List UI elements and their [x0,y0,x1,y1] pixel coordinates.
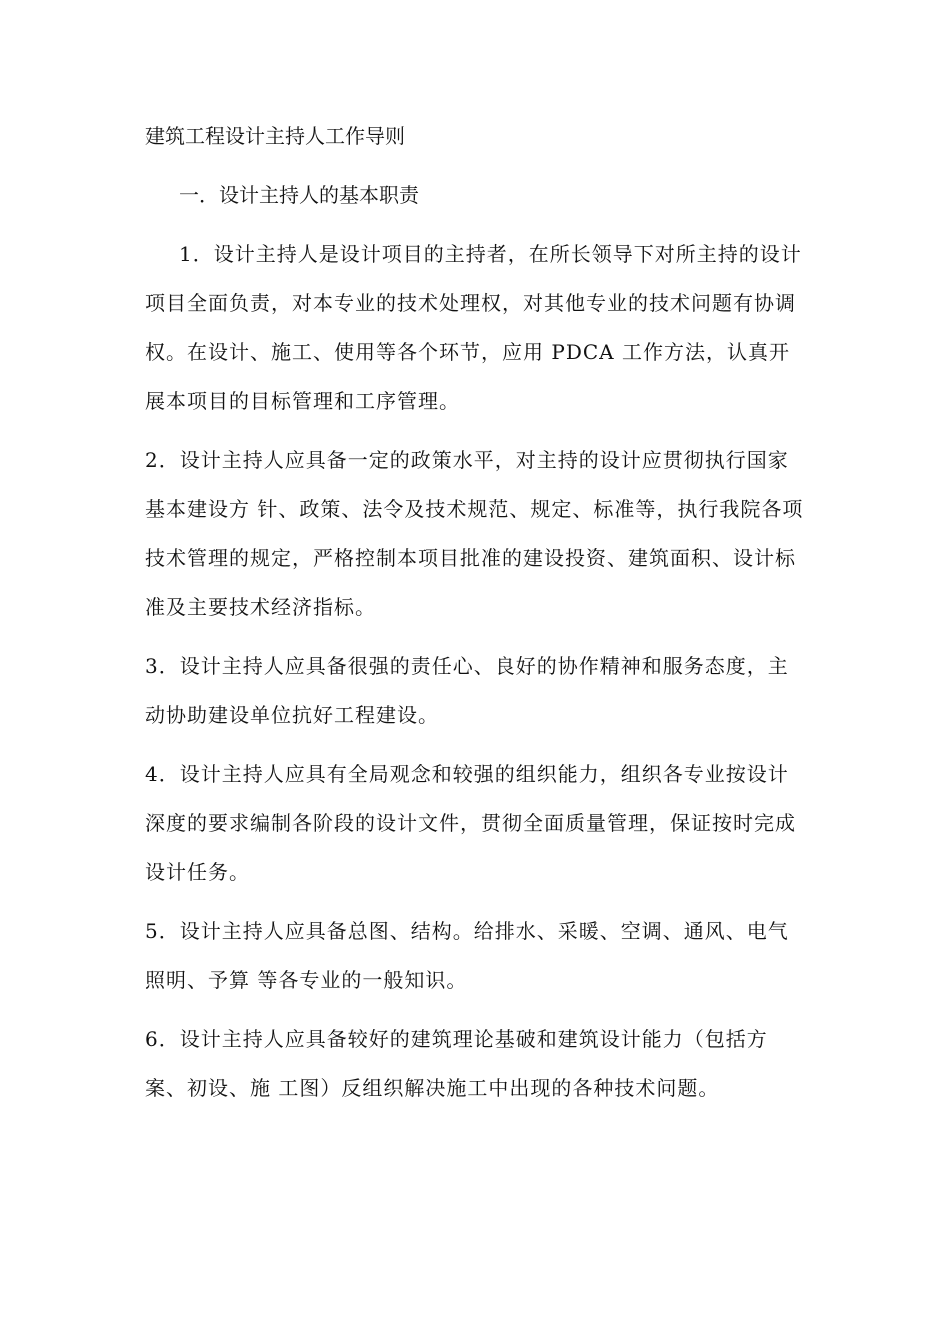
paragraph-6: 6．设计主持人应具备较好的建筑理论基破和建筑设计能力（包括方案、初设、施 工图）反组织解决施工中出现的各种技术问题。 [145,1027,768,1100]
paragraph-4: 4．设计主持人应具有全局观念和较强的组织能力，组织各专业按设计深度的要求编制各阶段的设计文件，贯彻全面质量管理，保证按时完成设计任务。 [145,762,796,884]
paragraph-1: 1．设计主持人是设计项目的主持者，在所长领导下对所主持的设计项目全面负责，对本专业的技术处理权，对其他专业的技术问题有协调权。在设计、施工、使用等各个环节，应用 PDCA 工作方法，认真开展本项目的目标管理和工序管理。 [145,242,802,413]
paragraph-3: 3．设计主持人应具备很强的责任心、良好的协作精神和服务态度，主动协助建设单位抗好工程建设。 [145,654,789,727]
document-title: 建筑工程设计主持人工作导则 [145,124,405,148]
paragraph-5: 5．设计主持人应具备总图、结构。给排水、采暖、空调、通风、电气照明、予算 等各专业的一般知识。 [145,919,789,992]
section-heading: 一．设计主持人的基本职责 [179,183,419,207]
document-body [145,112,807,1123]
paragraph-2: 2．设计主持人应具备一定的政策水平，对主持的设计应贯彻执行国家基本建设方 针、政策、法令及技术规范、规定、标准等，执行我院各项技术管理的规定，严格控制本项目批准的建设投资、建筑面积、设计标准及主要技术经济指标。 [145,448,804,619]
